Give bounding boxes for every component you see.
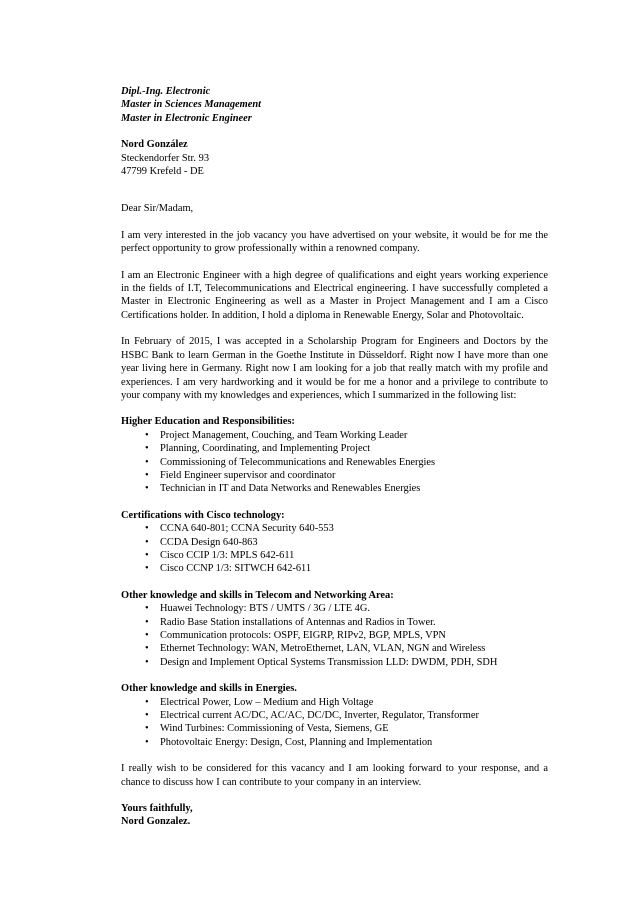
section-title: Higher Education and Responsibilities: <box>121 416 295 428</box>
section-title: Other knowledge and skills in Telecom and Networking Area: <box>121 589 394 601</box>
sender-city: 47799 Krefeld - DE <box>121 166 204 178</box>
list-item: • Photovoltaic Energy: Design, Cost, Planning and Implementation <box>145 736 433 748</box>
paragraph-intro: I am very interested in the job vacancy you have advertised on your website, it would be for me the perfect opportunity to grow professionally within a renowned company. <box>121 229 548 255</box>
section-title: Certifications with Cisco technology: <box>121 509 285 521</box>
letter-header <box>121 85 548 125</box>
signature-name: Nord Gonzalez. <box>121 816 191 828</box>
section-telecom-skills <box>121 589 548 669</box>
section-education <box>121 415 548 495</box>
list-item: • Electrical Power, Low – Medium and High Voltage <box>145 696 374 708</box>
bullet-icon: • <box>145 616 149 628</box>
bullet-icon: • <box>145 523 149 535</box>
bullet-icon: • <box>145 656 149 668</box>
cover-letter <box>121 85 548 829</box>
salutation: Dear Sir/Madam, <box>121 203 194 215</box>
list-item: • Cisco CCIP 1/3: MPLS 642-611 <box>145 549 295 561</box>
list-item: • Field Engineer supervisor and coordinator <box>145 469 336 481</box>
bullet-icon: • <box>145 723 149 735</box>
section-certifications <box>121 509 548 576</box>
list-item: • Wind Turbines: Commissioning of Vesta, Siemens, GE <box>145 723 389 735</box>
bullet-icon: • <box>145 643 149 655</box>
bullet-icon: • <box>145 736 149 748</box>
list-item: • Cisco CCNP 1/3: SITWCH 642-611 <box>145 563 312 575</box>
list-item: • Technician in IT and Data Networks and Renewables Energies <box>145 483 421 495</box>
list-item: • Communication protocols: OSPF, EIGRP, RIPv2, BGP, MPLS, VPN <box>145 630 446 641</box>
list-item: • CCDA Design 640-863 <box>145 536 258 548</box>
list-item: • Radio Base Station installations of Antennas and Radios in Tower. <box>145 616 436 628</box>
paragraph-background: In February of 2015, I was accepted in a Scholarship Program for Engineers and Doctors by the HSBC Bank to learn German in the Goethe Institute in Düsseldorf. Right now I have more than one year living here in Germany. Right now I am looking for a job that really match with my profile and experiences. I am very hardworking and it would be for me a honor and a privilege to contribute to your company with my knowledges and experiences, which I summarized in the following list: <box>121 336 548 401</box>
list-item: • Project Management, Couching, and Team Working Leader <box>145 429 408 441</box>
signoff-line: Yours faithfully, <box>121 803 193 815</box>
bullet-list <box>121 696 548 750</box>
closing-paragraph: I really wish to be considered for this vacancy and I am looking forward to your response, and a chance to discuss how I can contribute to your company in an interview. <box>121 763 548 788</box>
bullet-icon: • <box>145 563 149 575</box>
paragraph-qualifications: I am an Electronic Engineer with a high degree of qualifications and eight years working experience in the fields of I.T, Telecommunications and Electrical engineering. I have successfully completed a Master in Electronic Engineering as well as a Master in Project Management and I am a Cisco Certifications holder. In addition, I hold a diploma in Renewable Energy, Solar and Photovoltaic. <box>121 269 548 321</box>
degree-line-2: Master in Sciences Management <box>121 99 261 111</box>
list-item: • CCNA 640-801; CCNA Security 640-553 <box>145 523 334 535</box>
bullet-icon: • <box>145 469 149 481</box>
bullet-icon: • <box>145 603 149 615</box>
sender-name: Nord González <box>121 139 188 151</box>
bullet-icon: • <box>145 549 149 561</box>
list-item: • Commissioning of Telecommunications and Renewables Energies <box>145 456 436 468</box>
degree-line-1: Dipl.-Ing. Electronic <box>121 86 211 97</box>
bullet-icon: • <box>145 696 149 708</box>
list-item: • Design and Implement Optical Systems Transmission LLD: DWDM, PDH, SDH <box>145 656 498 668</box>
bullet-icon: • <box>145 536 149 548</box>
sender-street: Steckendorfer Str. 93 <box>121 152 210 164</box>
section-title: Other knowledge and skills in Energies. <box>121 683 297 695</box>
section-energy-skills <box>121 682 548 749</box>
bullet-list <box>121 429 548 496</box>
bullet-list <box>121 522 548 576</box>
bullet-icon: • <box>145 710 149 722</box>
bullet-icon: • <box>145 443 149 455</box>
sender-address <box>121 138 548 178</box>
bullet-icon: • <box>145 483 149 495</box>
list-item: • Electrical current AC/DC, AC/AC, DC/DC, Inverter, Regulator, Transformer <box>145 710 479 722</box>
signoff <box>121 802 548 829</box>
bullet-icon: • <box>145 456 149 468</box>
degree-line-3: Master in Electronic Engineer <box>121 112 252 124</box>
list-item: • Huawei Technology: BTS / UMTS / 3G / LTE 4G. <box>145 603 370 615</box>
bullet-icon: • <box>145 429 149 441</box>
bullet-icon: • <box>145 630 149 641</box>
list-item: • Planning, Coordinating, and Implementing Project <box>145 443 371 455</box>
list-item: • Ethernet Technology: WAN, MetroEthernet, LAN, VLAN, NGN and Wireless <box>145 643 486 655</box>
bullet-list <box>121 602 548 669</box>
